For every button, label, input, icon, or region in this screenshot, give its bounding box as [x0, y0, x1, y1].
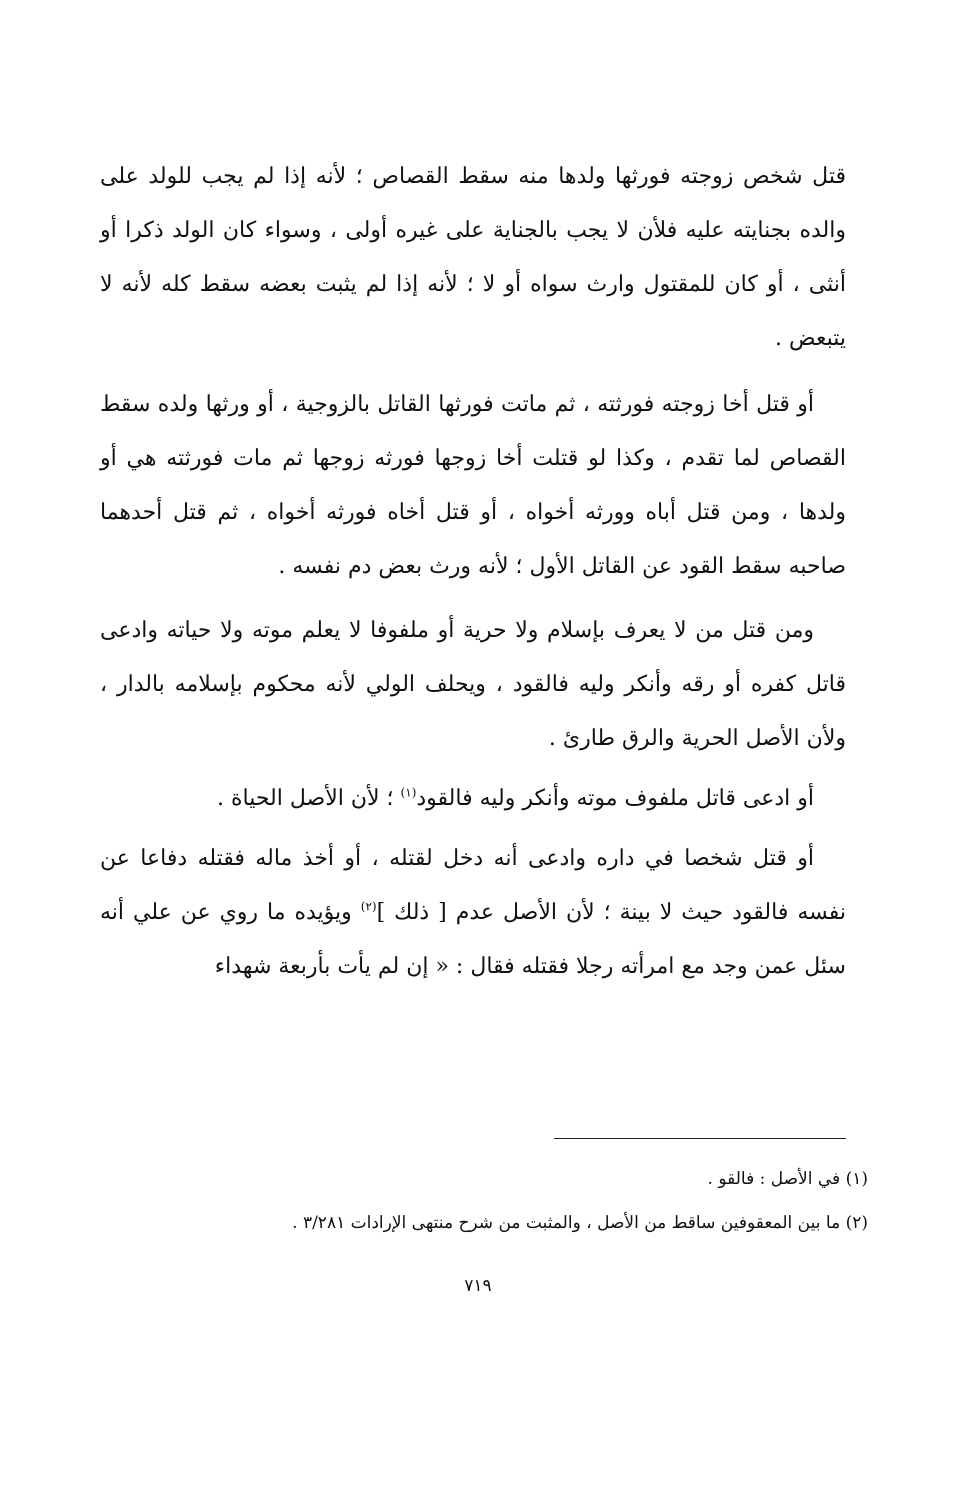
footnote-marker-2: (٢) — [360, 899, 377, 914]
footnote-marker-1: (١) — [400, 785, 417, 800]
page-number: ٧١٩ — [464, 1276, 492, 1296]
footnote-divider — [554, 1138, 846, 1139]
paragraph-1: قتل شخص زوجته فورثها ولدها منه سقط القصاص ؛ لأنه إذا لم يجب للولد على والده بجنايته عليه فلأن لا يجب بالجناية على غيره أولى ، وسواء كان الولد ذكرا أو أنثى ، أو كان للمقتول وارث سواه أو لا ؛ لأنه إذا لم يثبت بعضه سقط كله لأنه لا يتبعض . — [100, 164, 846, 351]
paragraph-4-text-b: ؛ لأن الأصل الحياة . — [217, 786, 401, 811]
paragraph-4 — [100, 772, 846, 826]
paragraph-4-text-a: أو ادعى قاتل ملفوف موته وأنكر وليه فالقود — [416, 786, 814, 811]
page-body — [100, 150, 846, 994]
footnotes — [100, 1166, 868, 1254]
paragraph-5 — [100, 832, 846, 994]
footnote-2: (٢) ما بين المعقوفين ساقط من الأصل ، والمثبت من شرح منتهى الإرادات ٣/٢٨١ . — [292, 1213, 868, 1233]
footnote-1: (١) في الأصل : فالقو . — [707, 1169, 868, 1189]
paragraph-2: أو قتل أخا زوجته فورثته ، ثم ماتت فورثها القاتل بالزوجية ، أو ورثها ولده سقط القصاص لما تقدم ، وكذا لو قتلت أخا زوجها فورثه زوجها ثم مات فورثته هي أو ولدها ، ومن قتل أباه وورثه أخواه ، أو قتل أخاه فورثه أخواه ، ثم قتل أحدهما صاحبه سقط القود عن القاتل الأول ؛ لأنه ورث بعض دم نفسه . — [100, 392, 846, 579]
paragraph-5-text-a: أو قتل شخصا في داره وادعى أنه دخل لقتله ، أو أخذ ماله فقتله دفاعا عن نفسه فالقود حيث لا بينة ؛ لأن الأصل عدم [ ذلك ] — [100, 846, 846, 925]
paragraph-5-text-b: ويؤيده ما روي عن علي أنه سئل عمن وجد مع امرأته رجلا فقتله فقال : « إن لم يأت بأربعة شهداء — [100, 900, 846, 979]
paragraph-3: ومن قتل من لا يعرف بإسلام ولا حرية أو ملفوفا لا يعلم موته ولا حياته وادعى قاتل كفره أو رقه وأنكر وليه فالقود ، ويحلف الولي لأنه محكوم بإسلامه بالدار ، ولأن الأصل الحرية والرق طارئ . — [100, 618, 846, 751]
